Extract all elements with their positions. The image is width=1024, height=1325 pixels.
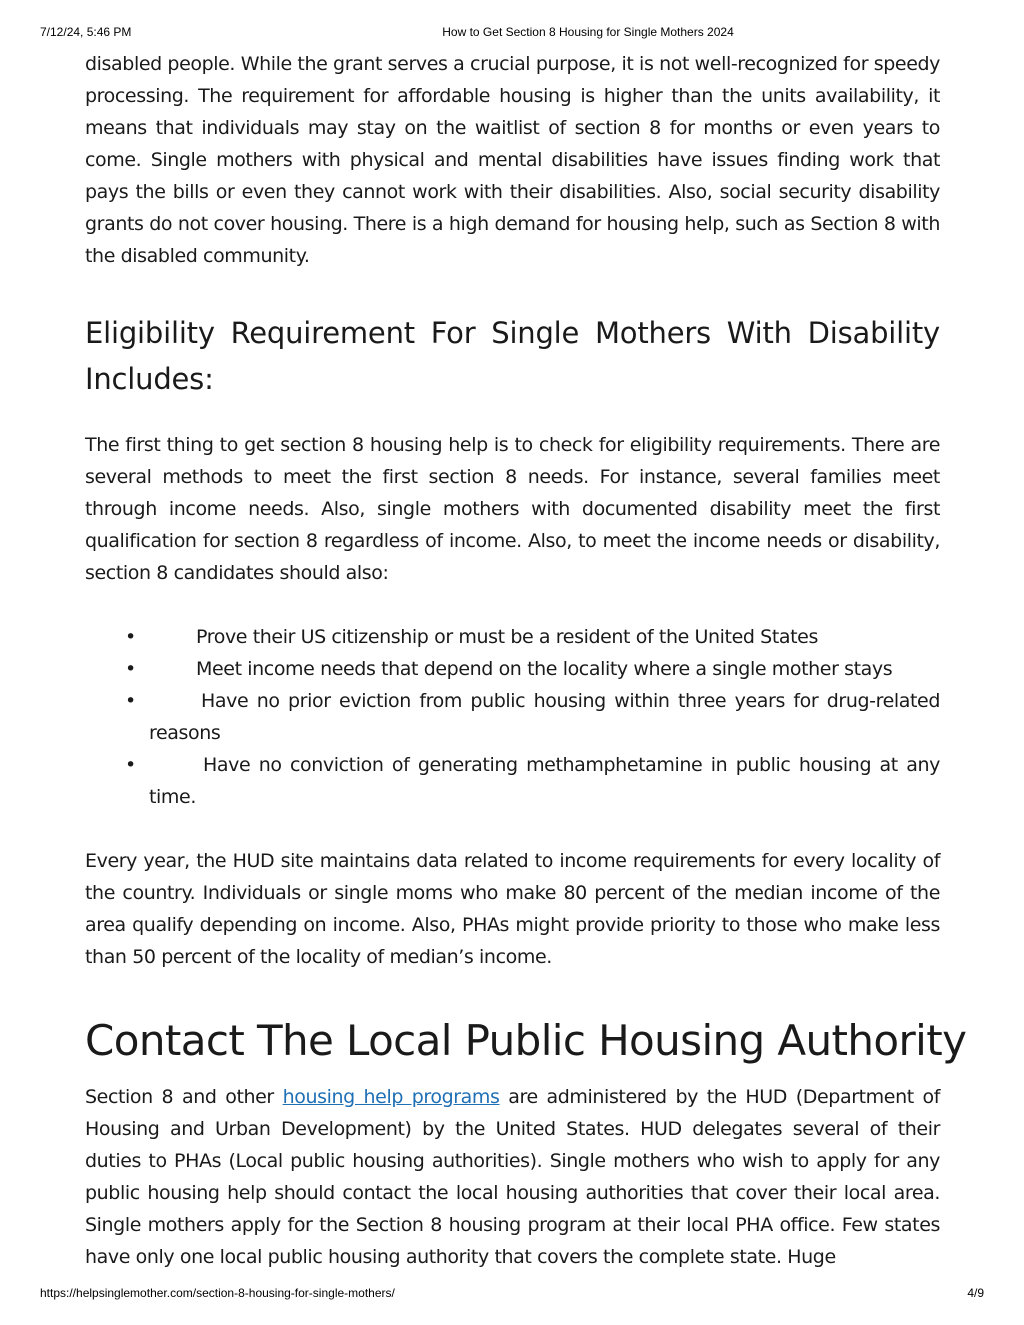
print-url: https://helpsinglemother.com/section-8-housing-for-single-mothers/ xyxy=(40,1286,395,1300)
paragraph-intro: disabled people. While the grant serves a crucial purpose, it is not well-recognized for speedy processing. The requirement for affordable housing is higher than the units availability, it means that individuals may stay on the waitlist of section 8 for months or even years to come. Single mothers with physical and mental disabilities have issues finding work that pays the bills or even they cannot work with their disabilities. Also, social security disability grants do not cover housing. There is a high demand for housing help, such as Section 8 with the disabled community. xyxy=(85,53,940,267)
list-item-text: Have no prior eviction from public housing within three years for drug-related reasons xyxy=(149,690,940,744)
housing-help-programs-link[interactable]: housing help programs xyxy=(282,1086,500,1108)
bullet-icon: • xyxy=(125,626,136,648)
heading-contact: Contact The Local Public Housing Authority xyxy=(85,1016,967,1065)
eligibility-list xyxy=(85,621,940,813)
print-page-title: How to Get Section 8 Housing for Single Mothers 2024 xyxy=(442,25,734,39)
bullet-icon: • xyxy=(125,690,136,712)
bullet-icon: • xyxy=(125,754,136,776)
paragraph-contact-rest: are administered by the HUD (Department of Housing and Urban Development) by the United States. HUD delegates several of their duties to PHAs (Local public housing authorities). Single mothers who wish to apply for any public housing help should contact the local housing authorities that cover their local area. Single mothers apply for the Section 8 housing program at their local PHA office. Few states have only one local public housing authority that covers the complete state. Huge xyxy=(85,1086,941,1268)
bullet-icon: • xyxy=(125,658,136,680)
paragraph-contact xyxy=(85,1081,940,1273)
article-content xyxy=(85,48,967,1273)
list-item xyxy=(85,621,940,653)
print-date: 7/12/24, 5:46 PM xyxy=(40,25,132,39)
list-item xyxy=(85,749,940,813)
list-item-text: Prove their US citizenship or must be a resident of the United States xyxy=(196,626,818,648)
heading-eligibility: Eligibility Requirement For Single Mothers With Disability Includes: xyxy=(85,316,940,396)
list-item-text: Have no conviction of generating methamphetamine in public housing at any time. xyxy=(149,754,940,808)
page-number: 4/9 xyxy=(967,1286,984,1300)
list-item-text: Meet income needs that depend on the locality where a single mother stays xyxy=(196,658,893,680)
paragraph-contact-lead: Section 8 and other xyxy=(85,1086,283,1108)
paragraph-eligibility: The first thing to get section 8 housing help is to check for eligibility requirements. There are several methods to meet the first section 8 needs. For instance, several families meet through income needs. Also, single mothers with documented disability meet the first qualification for section 8 regardless of income. Also, to meet the income needs or disability, section 8 candidates should also: xyxy=(85,434,940,584)
list-item xyxy=(85,653,940,685)
list-item xyxy=(85,685,940,749)
paragraph-hud: Every year, the HUD site maintains data related to income requirements for every locality of the country. Individuals or single moms who make 80 percent of the median income of the area qualify depending on income. Also, PHAs might provide priority to those who make less than 50 percent of the locality of median’s income. xyxy=(85,850,940,968)
print-header xyxy=(0,25,1024,43)
